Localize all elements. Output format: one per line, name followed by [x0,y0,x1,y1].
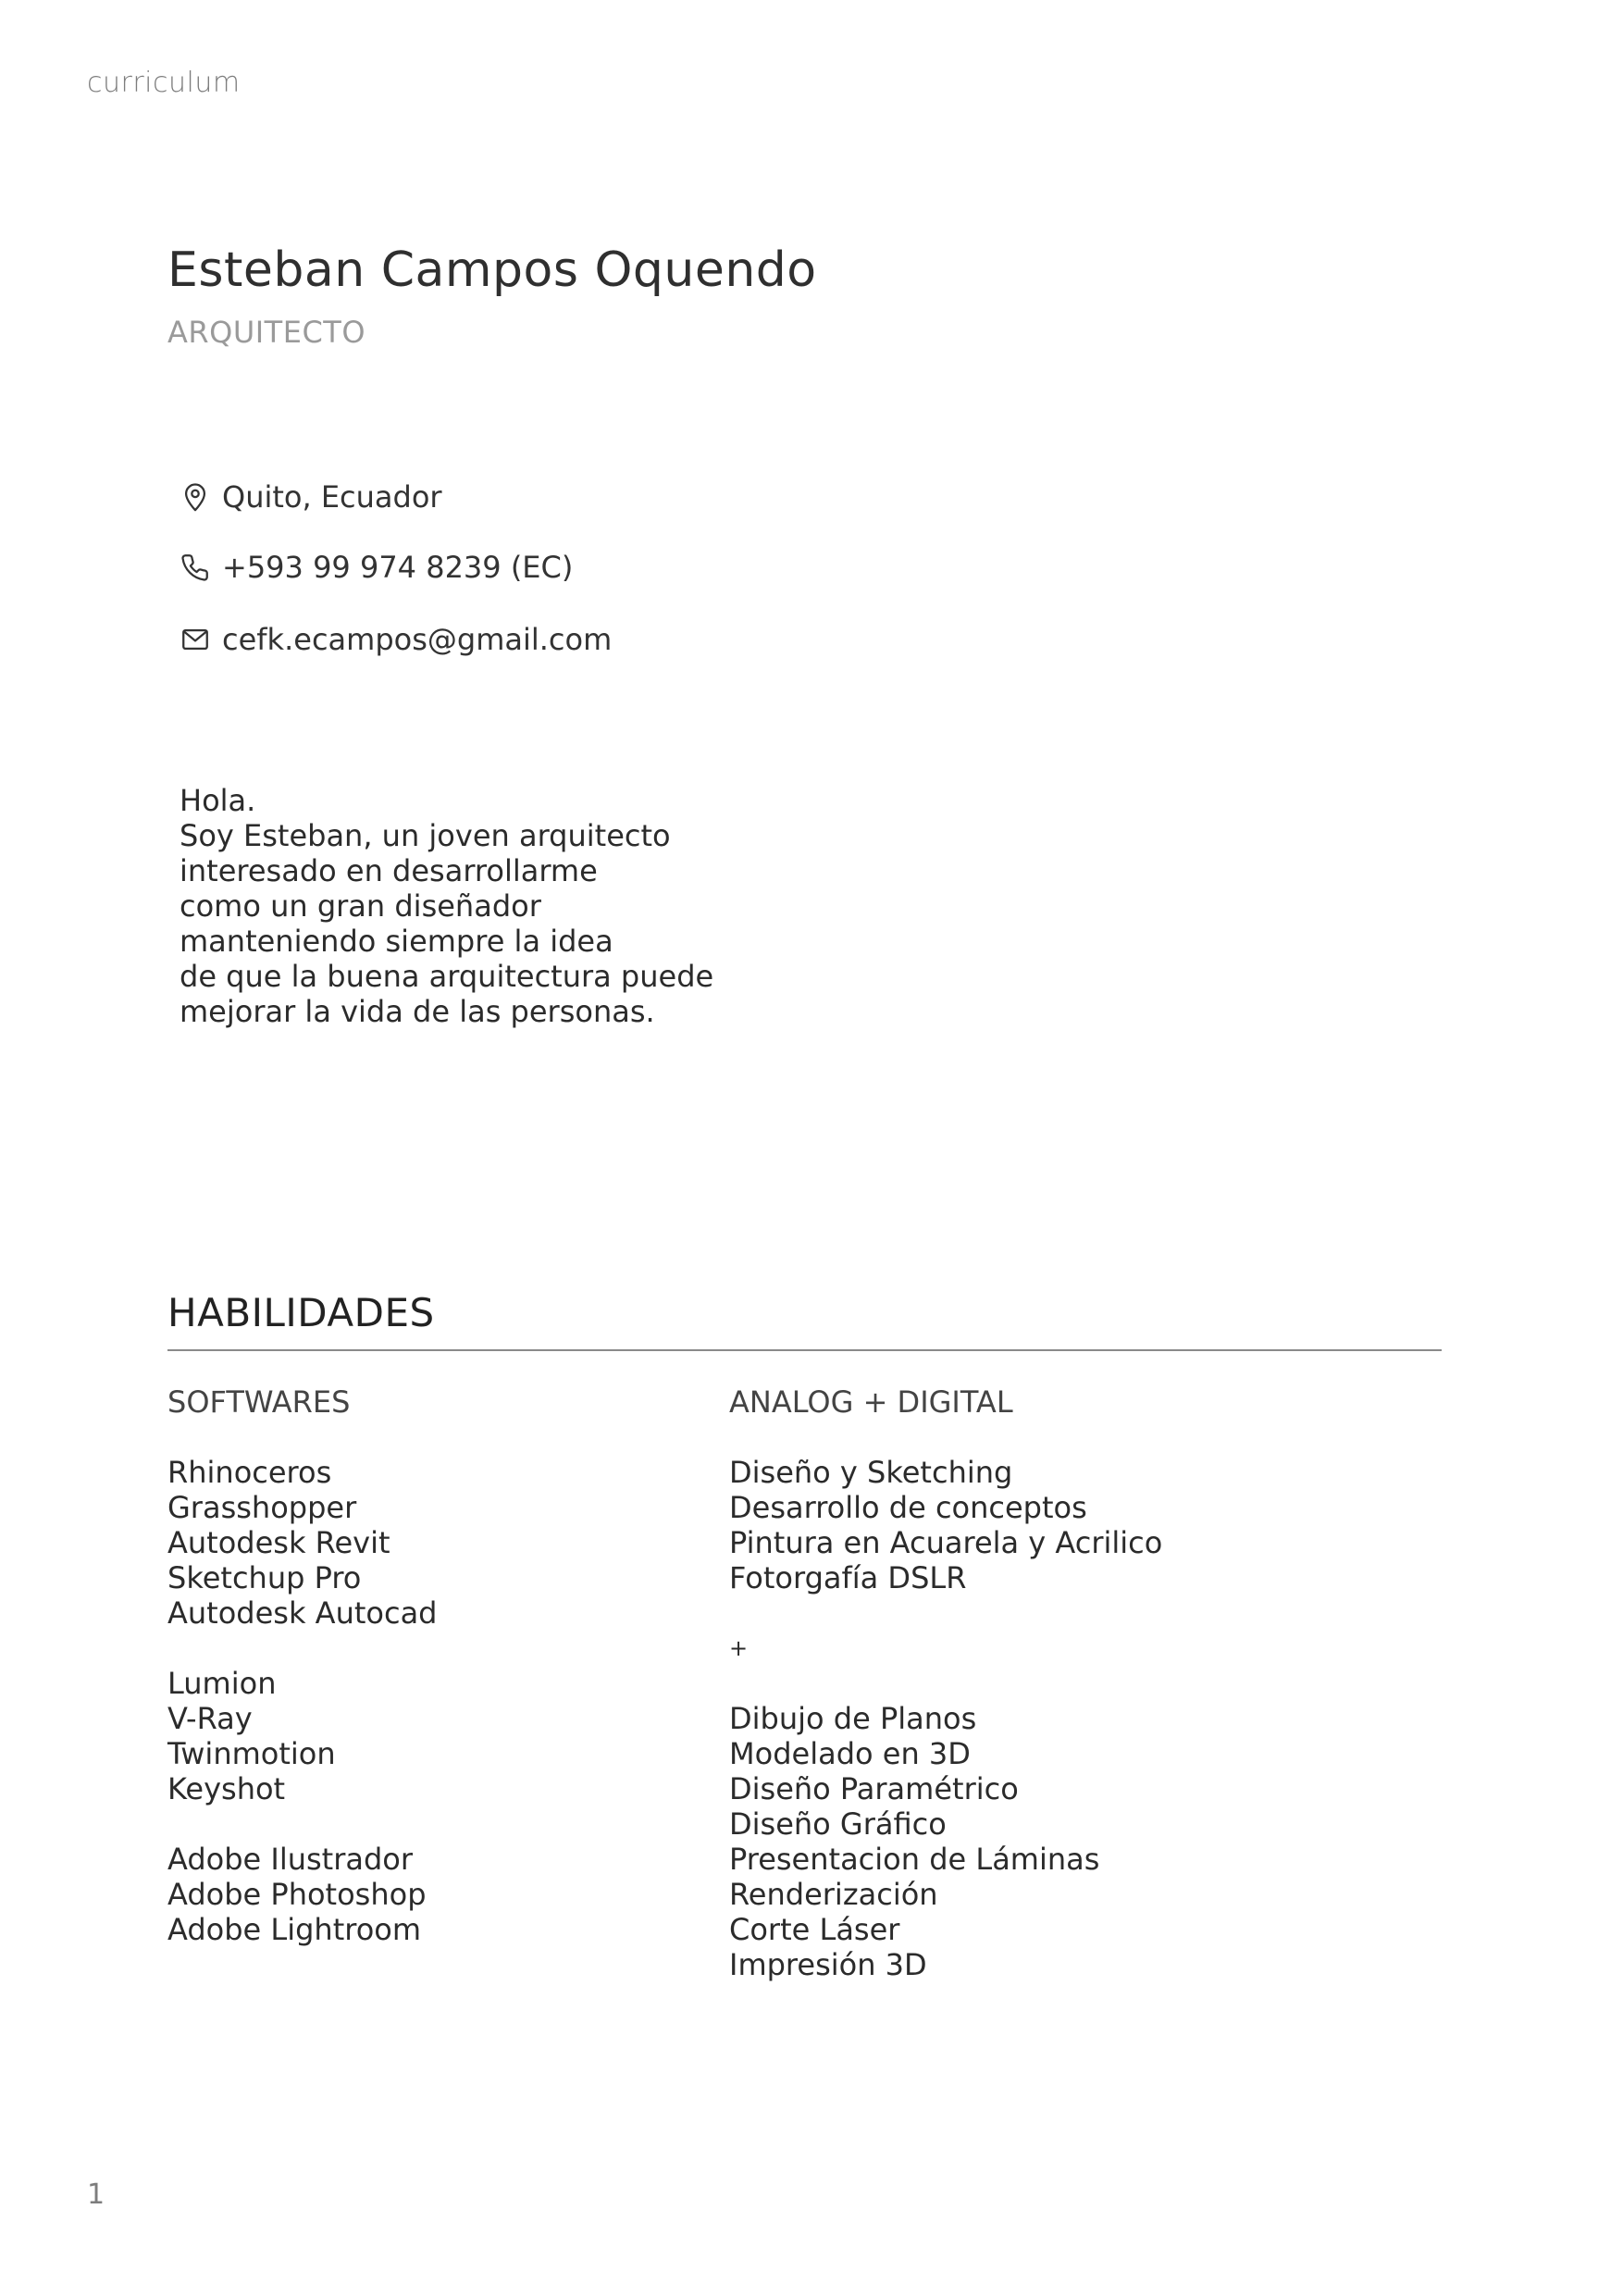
skill-item: Sketchup Pro [167,1560,362,1595]
intro-line: como un gran diseñador [180,888,541,924]
skill-item: Autodesk Autocad [167,1595,438,1631]
skill-item: Adobe Photoshop [167,1877,427,1912]
skill-item: Lumion [167,1666,277,1701]
skill-item: Rhinoceros [167,1455,332,1490]
person-title: ARQUITECTO [167,315,366,350]
contact-location [180,479,442,515]
contact-email [180,622,612,657]
location-pin-icon [180,481,211,513]
skill-item: Grasshopper [167,1490,357,1525]
skill-item: Corte Láser [729,1912,900,1947]
location-text: Quito, Ecuador [222,479,442,515]
skill-item: Presentacion de Láminas [729,1842,1100,1877]
header-label: curriculum [87,67,241,99]
section-divider [167,1349,1442,1351]
person-name: Esteban Campos Oquendo [167,242,817,298]
skill-item: V-Ray [167,1701,253,1736]
skill-item: Desarrollo de conceptos [729,1490,1087,1525]
page-number: 1 [87,2178,105,2211]
intro-line: de que la buena arquitectura puede [180,959,714,994]
skill-item: Diseño Gráfico [729,1806,947,1842]
skill-item: Adobe Ilustrador [167,1842,414,1877]
intro-line: Hola. [180,783,256,818]
analog-digital-column [729,1384,1162,1982]
intro-paragraph [180,783,713,1029]
phone-icon [180,552,211,583]
intro-line: Soy Esteban, un joven arquitecto [180,818,671,853]
skill-item: Adobe Lightroom [167,1912,422,1947]
phone-text: +593 99 974 8239 (EC) [222,550,574,585]
softwares-column [167,1384,437,1947]
skill-item: Diseño Paramétrico [729,1771,1019,1806]
mail-icon [180,624,211,655]
skill-item: Pintura en Acuarela y Acrilico [729,1525,1163,1560]
plus-separator: + [729,1635,749,1661]
skill-item: Impresión 3D [729,1947,927,1982]
skill-item: Dibujo de Planos [729,1701,977,1736]
skill-item: Diseño y Sketching [729,1455,1013,1490]
intro-line: mejorar la vida de las personas. [180,994,655,1029]
skill-item: Keyshot [167,1771,286,1806]
skills-heading: HABILIDADES [167,1290,435,1335]
analog-digital-heading: ANALOG + DIGITAL [729,1384,1013,1420]
softwares-heading: SOFTWARES [167,1384,351,1420]
skill-item: Fotorgafía DSLR [729,1560,967,1595]
contact-phone [180,550,573,585]
skill-item: Twinmotion [167,1736,336,1771]
intro-line: interesado en desarrollarme [180,853,598,888]
intro-line: manteniendo siempre la idea [180,924,613,959]
email-text: cefk.ecampos@gmail.com [222,622,613,657]
skill-item: Renderización [729,1877,938,1912]
skill-item: Autodesk Revit [167,1525,390,1560]
skill-item: Modelado en 3D [729,1736,971,1771]
